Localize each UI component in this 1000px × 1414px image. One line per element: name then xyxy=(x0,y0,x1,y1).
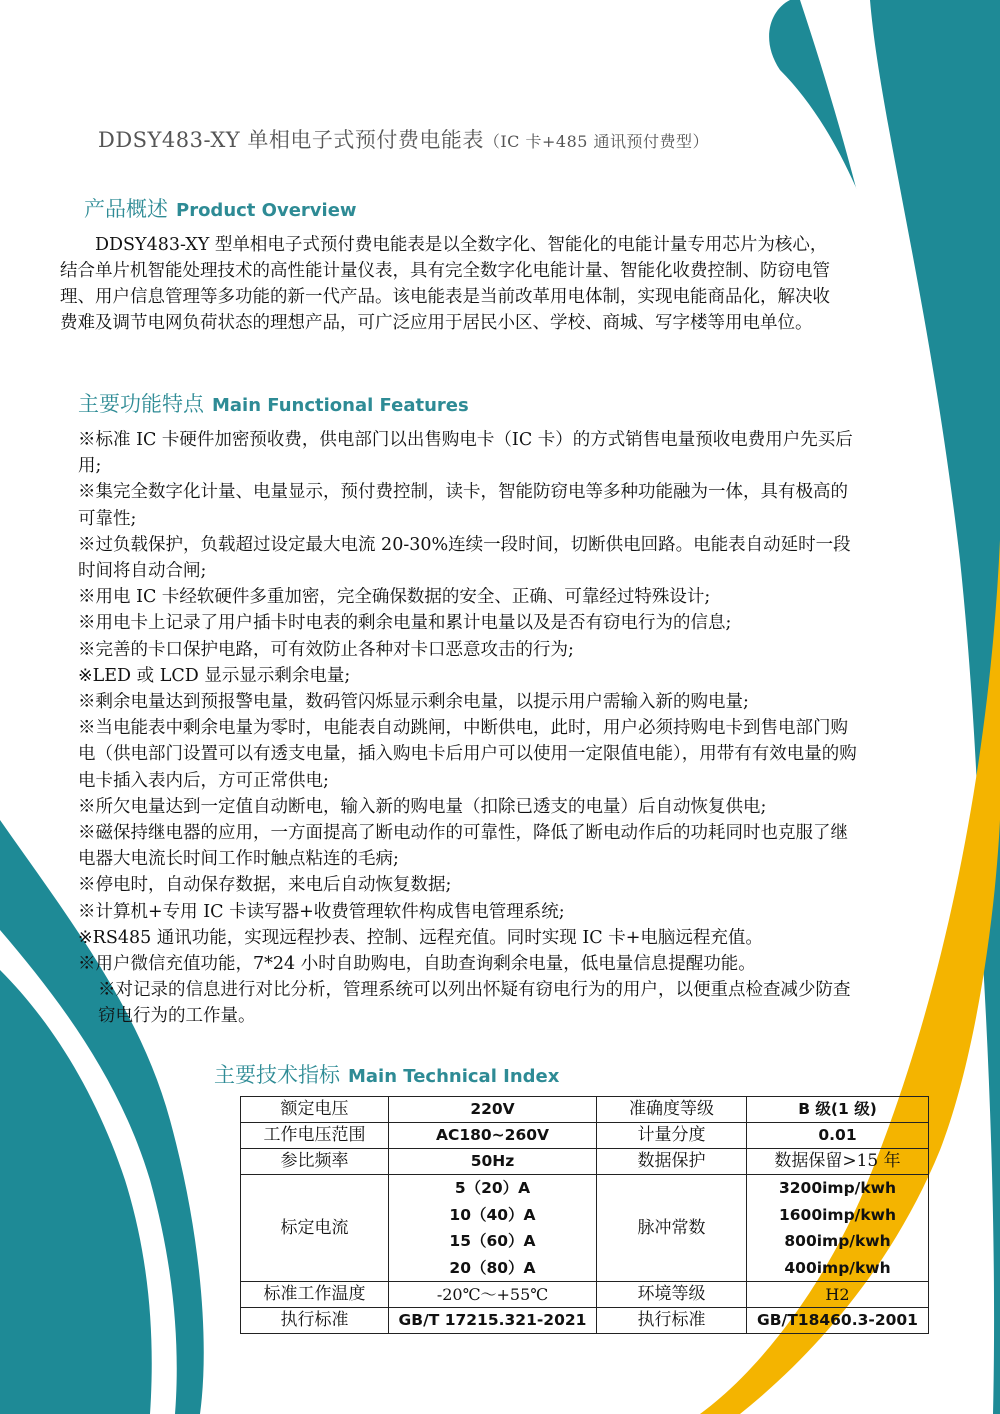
current-value: 15（60）A xyxy=(449,1232,536,1250)
technical-spec-table xyxy=(240,1096,929,1334)
feature-item: ※标准 IC 卡硬件加密预收费，供电部门以出售购电卡（IC 卡）的方式销售电量预收电费用户先买后用; xyxy=(78,430,853,477)
technical-heading-cn: 主要技术指标 xyxy=(214,1063,340,1087)
features-heading-cn: 主要功能特点 xyxy=(78,392,204,416)
current-value: 10（40）A xyxy=(449,1205,536,1224)
technical-heading-en: Main Technical Index xyxy=(348,1066,560,1087)
feature-item: ※完善的卡口保护电路，可有效防止各种对卡口恶意攻击的行为; xyxy=(78,639,574,660)
spec-label: 标准工作温度 xyxy=(241,1282,389,1308)
spec-label: 脉冲常数 xyxy=(597,1175,747,1282)
overview-heading-cn: 产品概述 xyxy=(84,197,168,221)
spec-value: GB/T 17215.321-2021 xyxy=(389,1308,597,1334)
overview-heading xyxy=(84,193,357,223)
feature-item: ※集完全数字化计量、电量显示，预付费控制，读卡，智能防窃电等多种功能融为一体，具有极高的可靠性; xyxy=(78,482,848,529)
feature-item: ※用户微信充值功能，7*24 小时自助购电，自助查询剩余电量，低电量信息提醒功能。 xyxy=(78,954,756,975)
spec-value: 220V xyxy=(389,1097,597,1123)
feature-item: ※剩余电量达到预报警电量，数码管闪烁显示剩余电量，以提示用户需输入新的购电量; xyxy=(78,692,749,713)
feature-item: ※磁保持继电器的应用，一方面提高了断电动作的可靠性，降低了断电动作后的功耗同时也克服了继电器大电流长时间工作时触点粘连的毛病; xyxy=(78,823,848,870)
technical-heading xyxy=(214,1059,559,1089)
feature-item: ※用电卡上记录了用户插卡时电表的剩余电量和累计电量以及是否有窃电行为的信息; xyxy=(78,613,732,634)
table-row xyxy=(241,1123,929,1149)
current-value: 20（80）A xyxy=(449,1258,536,1277)
spec-label: 数据保护 xyxy=(597,1149,747,1175)
spec-value: GB/T18460.3-2001 xyxy=(747,1308,929,1334)
spec-label: 额定电压 xyxy=(241,1097,389,1123)
overview-heading-en: Product Overview xyxy=(176,200,357,221)
spec-value: -20℃～+55℃ xyxy=(389,1282,597,1308)
feature-item: ※对记录的信息进行对比分析，管理系统可以列出怀疑有窃电行为的用户，以便重点检查减少防查窃电行为的工作量。 xyxy=(98,980,851,1027)
title-main: DDSY483-XY 单相电子式预付费电能表 xyxy=(98,128,484,152)
feature-item: ※LED 或 LCD 显示显示剩余电量; xyxy=(78,665,351,686)
feature-item: ※过负载保护，负载超过设定最大电流 20-30%连续一段时间，切断供电回路。电能表自动延时一段时间将自动合闸; xyxy=(78,534,851,582)
feature-item: ※停电时，自动保存数据，来电后自动恢复数据; xyxy=(78,875,452,896)
pulse-value: 800imp/kwh xyxy=(784,1232,891,1250)
spec-value: H2 xyxy=(747,1282,929,1308)
spec-label: 执行标准 xyxy=(241,1308,389,1334)
features-heading-en: Main Functional Features xyxy=(212,395,469,416)
features-heading xyxy=(78,388,469,418)
spec-value: B 级(1 级) xyxy=(747,1097,929,1123)
current-value: 5（20）A xyxy=(454,1179,531,1197)
overview-text: DDSY483-XY 型单相电子式预付费电能表是以全数字化、智能化的电能计量专用芯片为核心，结合单片机智能处理技术的高性能计量仪表，具有完全数字化电能计量、智能化收费控制、防窃电管理、用户信息管理等多功能的新一代产品。该电能表是当前改革用电体制，实现电能商品化，解决收费难及调节电网负荷状态的理想产品，可广泛应用于居民小区、学校、商城、写字楼等用电单位。 xyxy=(60,235,830,333)
spec-value-stack xyxy=(747,1175,929,1282)
table-row xyxy=(241,1175,929,1282)
spec-label: 计量分度 xyxy=(597,1123,747,1149)
spec-label: 工作电压范围 xyxy=(241,1123,389,1149)
feature-item: ※所欠电量达到一定值自动断电，输入新的购电量（扣除已透支的电量）后自动恢复供电; xyxy=(78,796,767,817)
spec-value: 50Hz xyxy=(389,1149,597,1175)
spec-label: 环境等级 xyxy=(597,1282,747,1308)
title-sub: （IC 卡+485 通讯预付费型） xyxy=(483,132,710,151)
spec-label: 执行标准 xyxy=(597,1308,747,1334)
pulse-value: 1600imp/kwh xyxy=(778,1205,897,1224)
pulse-value: 400imp/kwh xyxy=(784,1258,891,1277)
table-row xyxy=(241,1149,929,1175)
spec-value: AC180~260V xyxy=(389,1123,597,1149)
spec-label: 准确度等级 xyxy=(597,1097,747,1123)
table-row xyxy=(241,1097,929,1123)
feature-item: ※计算机+专用 IC 卡读写器+收费管理软件构成售电管理系统; xyxy=(78,901,565,922)
table-row xyxy=(241,1308,929,1334)
feature-item: ※当电能表中剩余电量为零时，电能表自动跳闸，中断供电，此时，用户必须持购电卡到售电部门购电（供电部门设置可以有透支电量，插入购电卡后用户可以使用一定限值电能），用带有有效电量的购电卡插入表内后，方可正常供电; xyxy=(78,718,857,791)
spec-label: 参比频率 xyxy=(241,1149,389,1175)
feature-item: ※用电 IC 卡经软硬件多重加密，完全确保数据的安全、正确、可靠经过特殊设计; xyxy=(78,587,711,608)
features-list xyxy=(78,427,863,1030)
document-title xyxy=(98,124,858,154)
spec-label: 标定电流 xyxy=(241,1175,389,1282)
spec-value-stack xyxy=(389,1175,597,1282)
pulse-value: 3200imp/kwh xyxy=(778,1179,897,1197)
spec-value: 数据保留>15 年 xyxy=(747,1149,929,1175)
spec-value: 0.01 xyxy=(747,1123,929,1149)
feature-item: ※RS485 通讯功能，实现远程抄表、控制、远程充值。同时实现 IC 卡+电脑远程充值。 xyxy=(78,927,763,948)
table-row xyxy=(241,1282,929,1308)
